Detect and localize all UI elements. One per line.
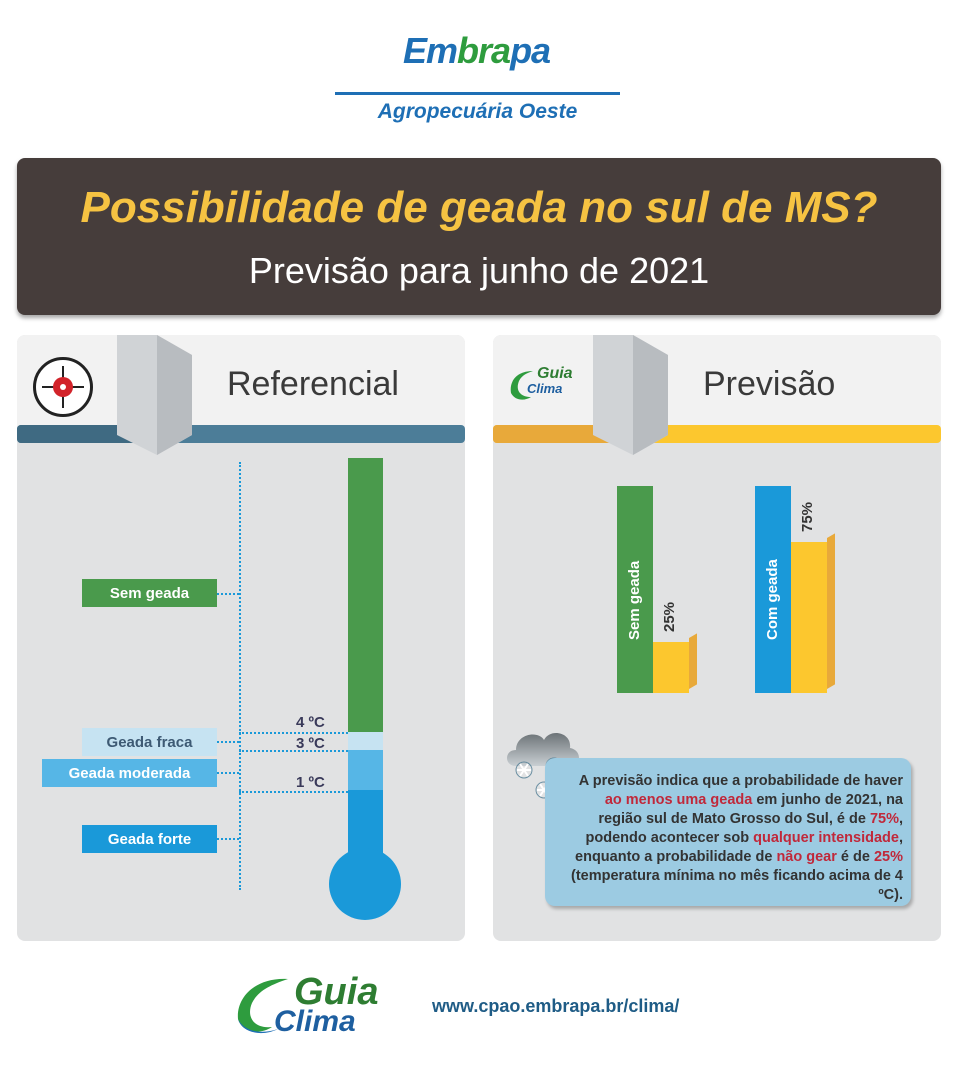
category-label: Sem geada [626, 560, 643, 640]
panel-heading-referencial: Referencial [227, 365, 399, 403]
value-bar [791, 542, 827, 693]
banner-subtitle: Previsão para junho de 2021 [248, 250, 710, 291]
logo-part-3: pa [510, 30, 551, 71]
guia-clima-word-2: Clima [527, 381, 563, 396]
thermometer-bulb [329, 848, 401, 920]
value-bar-side [689, 634, 697, 689]
dotted-connector-vertical [239, 462, 241, 890]
probability-chart [493, 460, 941, 700]
dotted-connector [217, 772, 239, 774]
temp-label-1: 1 ºC [296, 774, 325, 791]
footer-logo-word-2: Clima [274, 1005, 356, 1038]
panel-heading-previsao: Previsão [703, 365, 836, 403]
logo-subtitle: Agropecuária Oeste [377, 100, 578, 123]
embrapa-logo [403, 30, 563, 78]
level-geada-fraca: Geada fraca [82, 728, 217, 756]
dotted-connector [217, 838, 239, 840]
level-geada-forte: Geada forte [82, 825, 217, 853]
footer-logo-word-1: Guia [294, 971, 379, 1013]
footer-guia-clima-logo [230, 971, 385, 1038]
logo-part-2: bra [457, 30, 511, 71]
logo-part-1: Em [403, 30, 458, 71]
category-label: Com geada [764, 558, 781, 640]
value-label: 75% [799, 502, 816, 533]
temp-line-1 [239, 791, 348, 793]
dotted-connector [217, 741, 239, 743]
value-label: 25% [661, 602, 678, 633]
temp-label-4: 4 ºC [296, 714, 325, 731]
banner-title: Possibilidade de geada no sul de MS? [80, 183, 878, 232]
temp-line-4 [239, 732, 348, 734]
dotted-connector [217, 593, 239, 595]
logo-divider [335, 92, 620, 95]
guia-clima-icon [507, 365, 587, 405]
target-icon [33, 357, 93, 417]
value-bar-side [827, 534, 835, 689]
title-banner [17, 158, 941, 315]
footer-url-link[interactable]: www.cpao.embrapa.br/clima/ [432, 996, 680, 1016]
thermometer-stem [348, 458, 383, 798]
level-geada-moderada: Geada moderada [42, 759, 217, 787]
value-bar [653, 642, 689, 693]
temp-label-3: 3 ºC [296, 735, 325, 752]
guia-clima-word-1: Guia [537, 365, 573, 382]
forecast-note-text: A previsão indica que a probabilidade de haver ao menos uma geada em junho de 2021, na região sul de Mato Grosso do Sul, é de 75%, podendo acontecer sob qualquer intensidade, enquanto a probabilidade de não gear é de 25% (temperatura mínima no mês ficando acima de 4 ºC). [571, 773, 903, 903]
temp-line-3 [239, 750, 348, 752]
forecast-note [545, 758, 911, 906]
level-sem-geada: Sem geada [82, 579, 217, 607]
